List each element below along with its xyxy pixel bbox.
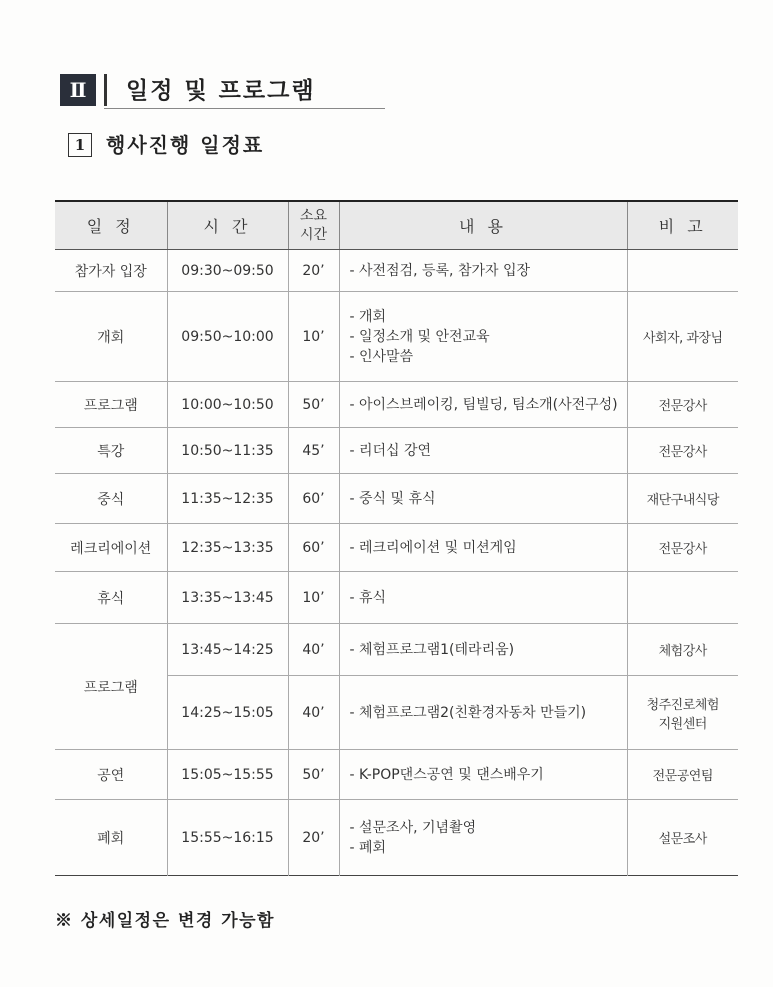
cell-schedule: 특강 xyxy=(55,428,167,474)
table-row xyxy=(55,250,738,292)
table-row xyxy=(55,624,738,676)
table-row xyxy=(55,292,738,382)
cell-duration: 60’ xyxy=(288,474,339,524)
table-row xyxy=(55,382,738,428)
section-number-badge: Ⅱ xyxy=(60,74,96,106)
table-header-row xyxy=(55,201,738,250)
note-line: 사회자, 과장님 xyxy=(642,331,723,346)
cell-schedule: 중식 xyxy=(55,474,167,524)
cell-time: 09:50~10:00 xyxy=(167,292,288,382)
cell-time: 12:35~13:35 xyxy=(167,524,288,572)
cell-note xyxy=(627,292,738,382)
cell-schedule: 프로그램 xyxy=(55,382,167,428)
header-content: 내 용 xyxy=(339,201,627,250)
subsection-title: 행사진행 일정표 xyxy=(106,133,265,157)
cell-schedule: 레크리에이션 xyxy=(55,524,167,572)
header-duration xyxy=(288,201,339,250)
cell-content xyxy=(339,624,627,676)
cell-note xyxy=(627,800,738,876)
cell-duration: 10’ xyxy=(288,292,339,382)
section-divider-bar xyxy=(104,74,107,106)
content-line: - 휴식 xyxy=(349,589,387,606)
cell-duration: 40’ xyxy=(288,624,339,676)
cell-content xyxy=(339,474,627,524)
cell-schedule: 폐회 xyxy=(55,800,167,876)
cell-duration: 45’ xyxy=(288,428,339,474)
cell-schedule: 프로그램 xyxy=(55,624,167,750)
cell-time: 15:05~15:55 xyxy=(167,750,288,800)
table-row xyxy=(55,428,738,474)
cell-content xyxy=(339,572,627,624)
section-title: 일정 및 프로그램 xyxy=(126,77,316,104)
cell-time: 13:45~14:25 xyxy=(167,624,288,676)
cell-time: 10:50~11:35 xyxy=(167,428,288,474)
cell-schedule: 휴식 xyxy=(55,572,167,624)
cell-duration: 40’ xyxy=(288,676,339,750)
content-line: - 개회 xyxy=(349,308,387,325)
content-line: - 중식 및 휴식 xyxy=(349,490,436,507)
cell-content xyxy=(339,524,627,572)
cell-schedule: 공연 xyxy=(55,750,167,800)
table-row xyxy=(55,750,738,800)
content-line: - 아이스브레이킹, 팀빌딩, 팀소개(사전구성) xyxy=(349,396,618,413)
cell-time: 09:30~09:50 xyxy=(167,250,288,292)
header-note: 비 고 xyxy=(627,201,738,250)
cell-content xyxy=(339,428,627,474)
cell-duration: 50’ xyxy=(288,750,339,800)
content-line: - 설문조사, 기념촬영 xyxy=(349,819,477,836)
content-line: - 인사말씀 xyxy=(349,348,414,365)
content-line: - 체험프로그램1(테라리움) xyxy=(349,641,515,658)
subsection-number-box: 1 xyxy=(68,133,92,157)
cell-time: 13:35~13:45 xyxy=(167,572,288,624)
cell-duration: 20’ xyxy=(288,250,339,292)
note-line: 전문강사 xyxy=(658,445,707,460)
note-line: 전문강사 xyxy=(658,542,707,557)
cell-note xyxy=(627,676,738,750)
cell-content xyxy=(339,382,627,428)
note-line: 체험강사 xyxy=(658,644,707,659)
note-line: 청주진로체험 xyxy=(646,697,719,713)
cell-time: 11:35~12:35 xyxy=(167,474,288,524)
header-schedule: 일 정 xyxy=(55,201,167,250)
cell-note xyxy=(627,250,738,292)
table-row xyxy=(55,524,738,572)
cell-content xyxy=(339,292,627,382)
schedule-table xyxy=(55,200,738,876)
cell-content xyxy=(339,676,627,750)
cell-content xyxy=(339,750,627,800)
content-line: - 리더십 강연 xyxy=(349,442,432,459)
section-underline xyxy=(104,108,385,109)
content-line: - 레크리에이션 및 미션게임 xyxy=(349,539,517,556)
note-line: 전문공연팀 xyxy=(652,769,713,784)
cell-note xyxy=(627,524,738,572)
cell-content xyxy=(339,800,627,876)
content-line: - 폐회 xyxy=(349,839,387,856)
cell-duration: 60’ xyxy=(288,524,339,572)
cell-duration: 10’ xyxy=(288,572,339,624)
section-header xyxy=(60,72,385,110)
cell-duration: 50’ xyxy=(288,382,339,428)
note-line: 전문강사 xyxy=(658,399,707,414)
table-row xyxy=(55,474,738,524)
cell-duration: 20’ xyxy=(288,800,339,876)
header-time: 시 간 xyxy=(167,201,288,250)
table-row xyxy=(55,572,738,624)
note-line: 지원센터 xyxy=(658,716,707,732)
content-line: - 일정소개 및 안전교육 xyxy=(349,328,490,345)
cell-note xyxy=(627,428,738,474)
cell-note xyxy=(627,474,738,524)
header-duration-line1: 소요 xyxy=(299,207,328,224)
note-line: 설문조사 xyxy=(658,832,707,847)
cell-note xyxy=(627,572,738,624)
cell-time: 10:00~10:50 xyxy=(167,382,288,428)
cell-note xyxy=(627,624,738,676)
footnote: ※ 상세일정은 변경 가능함 xyxy=(55,911,275,931)
content-line: - K-POP댄스공연 및 댄스배우기 xyxy=(349,766,544,783)
header-duration-line2: 시간 xyxy=(299,226,328,243)
cell-content xyxy=(339,250,627,292)
cell-schedule: 개회 xyxy=(55,292,167,382)
cell-note xyxy=(627,382,738,428)
note-line: 재단구내식당 xyxy=(646,493,719,508)
cell-time: 15:55~16:15 xyxy=(167,800,288,876)
table-row xyxy=(55,800,738,876)
cell-note xyxy=(627,750,738,800)
cell-schedule: 참가자 입장 xyxy=(55,250,167,292)
cell-time: 14:25~15:05 xyxy=(167,676,288,750)
content-line: - 체험프로그램2(친환경자동차 만들기) xyxy=(349,704,587,721)
content-line: - 사전점검, 등록, 참가자 입장 xyxy=(349,262,531,279)
